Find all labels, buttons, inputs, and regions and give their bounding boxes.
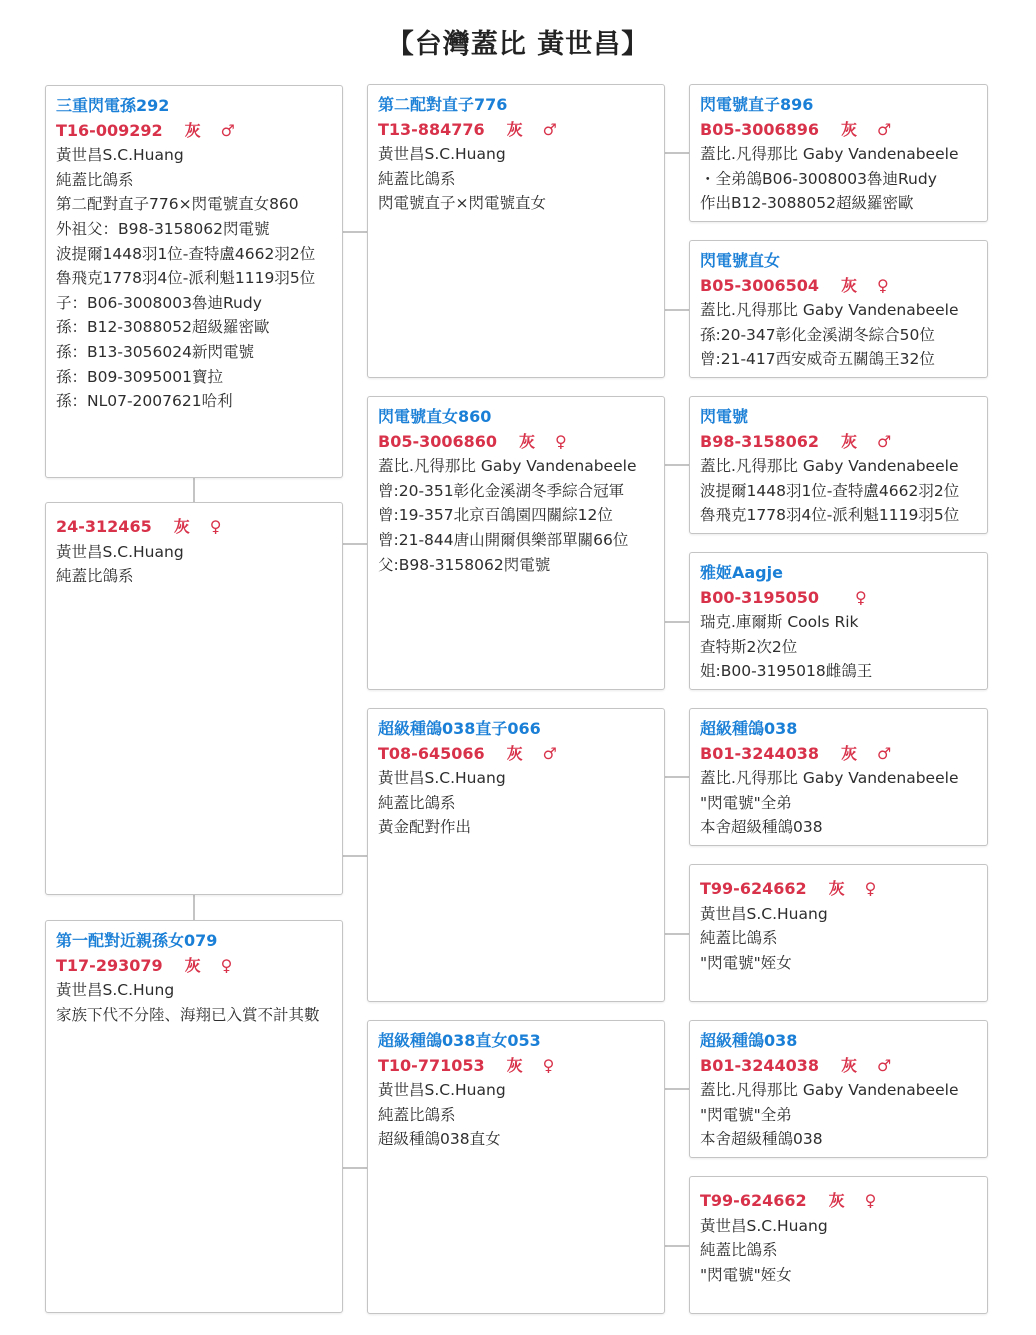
connector-p2-g4: [664, 621, 690, 623]
male-icon: ♂: [877, 1055, 892, 1075]
connector-subject-p1: [342, 231, 368, 233]
pigeon-card-grandparent-4[interactable]: [689, 552, 988, 690]
info-line: 超級種鴿038直女: [378, 1130, 501, 1149]
plumage-color: 灰: [841, 743, 858, 763]
plumage-color: 灰: [519, 431, 536, 451]
pigeon-name: 閃電號直子896: [700, 95, 814, 114]
male-icon: ♂: [877, 743, 892, 763]
info-line: 父:B98-3158062閃電號: [378, 555, 551, 574]
ring-line: [700, 1054, 977, 1079]
info-line: "閃電號"姪女: [700, 953, 792, 972]
ring-number: B05-3006860: [378, 431, 498, 451]
info-line: 曾:19-357北京百鴿園四關綜12位: [378, 506, 613, 525]
info-line: "閃電號"姪女: [700, 1265, 792, 1284]
info-line: 查特斯2次2位: [700, 637, 798, 656]
connector-p1-g2: [664, 309, 690, 311]
info-line: 外祖父：B98-3158062閃電號: [56, 219, 270, 238]
info-line: 純蓋比鴿系: [378, 793, 456, 812]
info-line: 孫：B12-3088052超級羅密歐: [56, 318, 270, 337]
plumage-color: 灰: [184, 955, 201, 975]
pigeon-name: 閃電號直女860: [378, 407, 492, 426]
ring-number: T16-009292: [56, 120, 163, 140]
pigeon-name: 超級種鴿038直女053: [378, 1031, 541, 1050]
ring-line: [700, 877, 977, 902]
ring-number: B00-3195050: [700, 587, 820, 607]
ring-number: T13-884776: [378, 119, 485, 139]
pigeon-card-grandparent-3[interactable]: [689, 396, 988, 534]
ring-line: [56, 515, 332, 540]
female-icon: ♀: [864, 879, 877, 898]
pigeon-name: 雅姬Aagje: [700, 563, 783, 582]
pigeon-card-parent-2[interactable]: [367, 396, 665, 690]
info-line: 波提爾1448羽1位-查特盧4662羽2位: [56, 244, 316, 263]
info-line: 波提爾1448羽1位-查特盧4662羽2位: [700, 481, 960, 500]
pigeon-name: 超級種鴿038: [700, 1031, 798, 1050]
ring-line: [378, 118, 654, 143]
info-line: 曾:20-351彰化金溪湖冬季綜合冠軍: [378, 481, 625, 500]
info-line: ・全弟鴿B06-3008003魯迪Rudy: [700, 169, 937, 188]
info-line: 蓋比.凡得那比 Gaby Vandenabeele: [700, 145, 959, 164]
ring-number: B05-3006504: [700, 275, 820, 295]
info-line: 孫：NL07-2007621哈利: [56, 392, 233, 411]
info-line: 蓋比.凡得那比 Gaby Vandenabeele: [700, 457, 959, 476]
info-line: 子：B06-3008003魯迪Rudy: [56, 293, 262, 312]
info-line: 第二配對直子776×閃電號直女860: [56, 195, 299, 214]
info-line: 純蓋比鴿系: [56, 170, 134, 189]
male-icon: ♂: [542, 119, 557, 139]
ring-number: T17-293079: [56, 955, 163, 975]
ring-line: [700, 586, 977, 611]
info-line: 曾:21-417西安威奇五關鴿王32位: [700, 350, 935, 369]
ring-line: [378, 1054, 654, 1079]
pigeon-name: 閃電號直女: [700, 251, 781, 270]
info-line: 蓋比.凡得那比 Gaby Vandenabeele: [378, 457, 637, 476]
pigeon-card-parent-4[interactable]: [367, 1020, 665, 1314]
info-line: 純蓋比鴿系: [378, 1105, 456, 1124]
info-line: 作出B12-3088052超級羅密歐: [700, 194, 914, 213]
connector-p1-g1: [664, 152, 690, 154]
connector-subject-sibling: [193, 477, 195, 503]
info-line: 純蓋比鴿系: [700, 929, 778, 948]
connector-p4-g7: [664, 1088, 690, 1090]
info-line: 黃世昌S.C.Huang: [378, 145, 506, 164]
plumage-color: 灰: [173, 517, 190, 536]
female-icon: ♀: [877, 275, 889, 295]
pigeon-name: 第二配對直子776: [378, 95, 508, 114]
pigeon-card-mate[interactable]: [45, 920, 343, 1313]
male-icon: ♂: [542, 743, 557, 763]
info-line: 純蓋比鴿系: [378, 169, 456, 188]
male-icon: ♂: [877, 431, 892, 451]
ring-line: [700, 274, 977, 299]
plumage-color: 灰: [828, 1191, 845, 1210]
pigeon-card-subject[interactable]: [45, 85, 343, 478]
info-line: "閃電號"全弟: [700, 793, 792, 812]
info-line: "閃電號"全弟: [700, 1105, 792, 1124]
ring-number: 24-312465: [56, 517, 152, 536]
info-line: 純蓋比鴿系: [56, 567, 134, 586]
info-line: 曾:21-844唐山開爾俱樂部單關66位: [378, 530, 629, 549]
connector-mate-p4: [342, 1167, 368, 1169]
connector-sibling-p3: [342, 855, 368, 857]
pigeon-card-parent-3[interactable]: [367, 708, 665, 1002]
info-line: 黃世昌S.C.Huang: [56, 146, 184, 165]
pigeon-card-grandparent-5[interactable]: [689, 708, 988, 846]
female-icon: ♀: [542, 1055, 555, 1075]
female-icon: ♀: [864, 1191, 877, 1210]
plumage-color: 灰: [184, 120, 201, 140]
info-line: 蓋比.凡得那比 Gaby Vandenabeele: [700, 301, 959, 320]
female-icon: ♀: [209, 517, 222, 536]
info-line: 蓋比.凡得那比 Gaby Vandenabeele: [700, 1081, 959, 1100]
info-line: 本舍超級種鴿038: [700, 1130, 823, 1149]
info-line: 姐:B00-3195018雌鴿王: [700, 662, 873, 681]
pigeon-name: 第一配對近親孫女079: [56, 931, 218, 950]
pigeon-card-grandparent-7[interactable]: [689, 1020, 988, 1158]
connector-sibling-p2: [342, 543, 368, 545]
pigeon-card-grandparent-8[interactable]: [689, 1176, 988, 1314]
male-icon: ♂: [877, 119, 892, 139]
info-line: 蓋比.凡得那比 Gaby Vandenabeele: [700, 769, 959, 788]
ring-line: [700, 742, 977, 767]
info-line: 本舍超級種鴿038: [700, 818, 823, 837]
plumage-color: 灰: [506, 743, 523, 763]
info-line: 黃金配對作出: [378, 818, 472, 837]
info-line: 黃世昌S.C.Huang: [378, 1081, 506, 1100]
female-icon: ♀: [220, 955, 233, 975]
info-line: 家族下代不分陸、海翔已入賞不計其數: [56, 1005, 320, 1024]
pigeon-name: 三重閃電孫292: [56, 96, 170, 115]
info-line: 黃世昌S.C.Huang: [56, 542, 184, 561]
connector-p3-g6: [664, 933, 690, 935]
ring-number: T99-624662: [700, 1191, 807, 1210]
info-line: 魯飛克1778羽4位-派利魁1119羽5位: [56, 269, 316, 288]
plumage-color: 灰: [841, 275, 858, 295]
info-line: 純蓋比鴿系: [700, 1241, 778, 1260]
ring-line: [700, 1189, 977, 1214]
plumage-color: 灰: [506, 119, 523, 139]
ring-line: [700, 430, 977, 455]
info-line: 瑞克.庫爾斯 Cools Rik: [700, 613, 859, 632]
male-icon: ♂: [220, 120, 235, 140]
ring-line: [378, 430, 654, 455]
connector-p4-g8: [664, 1245, 690, 1247]
info-line: 魯飛克1778羽4位-派利魁1119羽5位: [700, 506, 960, 525]
ring-number: T99-624662: [700, 879, 807, 898]
female-icon: ♀: [555, 431, 567, 451]
info-line: 黃世昌S.C.Huang: [700, 904, 828, 923]
ring-line: [700, 118, 977, 143]
connector-p2-g3: [664, 464, 690, 466]
female-icon: ♀: [855, 587, 867, 607]
info-line: 孫：B13-3056024新閃電號: [56, 342, 254, 361]
ring-number: B98-3158062: [700, 431, 820, 451]
ring-number: B01-3244038: [700, 743, 820, 763]
info-line: 閃電號直子×閃電號直女: [378, 194, 546, 213]
ring-line: [56, 119, 332, 144]
ring-number: B05-3006896: [700, 119, 820, 139]
pigeon-name: 超級種鴿038直子066: [378, 719, 541, 738]
pigeon-card-parent-1[interactable]: [367, 84, 665, 378]
plumage-color: 灰: [506, 1055, 523, 1075]
connector-sibling-mate: [193, 894, 195, 921]
pigeon-card-grandparent-1[interactable]: [689, 84, 988, 222]
plumage-color: 灰: [841, 431, 858, 451]
info-line: 孫：B09-3095001寶拉: [56, 367, 223, 386]
ring-number: B01-3244038: [700, 1055, 820, 1075]
ring-line: [378, 742, 654, 767]
ring-number: T10-771053: [378, 1055, 485, 1075]
plumage-color: 灰: [841, 119, 858, 139]
plumage-color: 灰: [841, 1055, 858, 1075]
ring-line: [56, 954, 332, 979]
info-line: 孫:20-347彰化金溪湖冬綜合50位: [700, 325, 935, 344]
pigeon-card-grandparent-6[interactable]: [689, 864, 988, 1002]
info-line: 黃世昌S.C.Huang: [700, 1216, 828, 1235]
plumage-color: 灰: [828, 879, 845, 898]
pigeon-card-grandparent-2[interactable]: [689, 240, 988, 378]
pigeon-name: 超級種鴿038: [700, 719, 798, 738]
connector-p3-g5: [664, 776, 690, 778]
pigeon-name: 閃電號: [700, 407, 749, 426]
pigeon-card-sibling[interactable]: [45, 502, 343, 895]
info-line: 黃世昌S.C.Hung: [56, 981, 175, 1000]
info-line: 黃世昌S.C.Huang: [378, 769, 506, 788]
page-title: 【台灣蓋比 黃世昌】: [386, 29, 650, 60]
ring-number: T08-645066: [378, 743, 485, 763]
